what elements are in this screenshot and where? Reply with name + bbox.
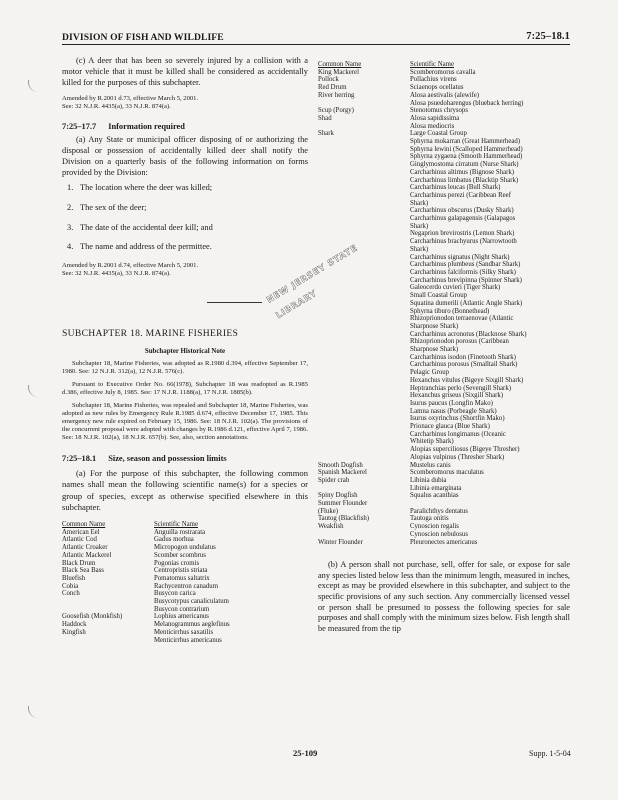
margin-mark [28, 385, 47, 397]
common-name-cell [318, 485, 410, 493]
scientific-name-cell: Menticirrhus americanus [154, 636, 222, 644]
table-row [62, 536, 230, 544]
common-name-cell [318, 531, 410, 539]
library-stamp-text: NEW JERSEY STATE LIBRARY [265, 243, 360, 322]
paragraph-b: (b) A person shall not purchase, sell, offer for sale, or expose for sale any species listed below less than the minimum length, measured in inches, except as may be provided elsewhere in this subchapter, and subject to the specific provisions of any such section. Any commercially licensed vessel or person shall be presumed to possess the following species for sale purposes and shall comply with the minimum sizes below. Fish length shall be measured from the tip [318, 560, 570, 633]
table-row [318, 84, 526, 92]
scientific-name-cell: Lophius americanus [154, 613, 209, 621]
common-name-cell [318, 346, 410, 354]
scientific-name-cell: Sphyrna tiburo (Bonnethead) [410, 307, 490, 315]
margin-mark [28, 706, 47, 718]
table-row [318, 223, 526, 231]
amendment-line: See: 32 N.J.R. 4435(a), 33 N.J.R. 874(a). [62, 270, 171, 278]
scientific-name-cell: Micropogon undulatus [154, 544, 216, 552]
table-row [318, 130, 526, 138]
table-row [318, 308, 526, 316]
common-name-cell [318, 415, 410, 423]
scientific-name-cell: Carcharhinus altimus (Bignose Shark) [410, 168, 515, 176]
scientific-name-cell: Busycotypus canaliculatum [154, 598, 229, 606]
common-name-cell: Winter Flounder [318, 538, 363, 546]
margin-mark [28, 80, 47, 92]
common-name-cell [62, 606, 154, 614]
common-name-cell [318, 338, 410, 346]
table-row [318, 161, 526, 169]
page-number: 25-109 [293, 748, 318, 758]
table-row [62, 583, 230, 591]
scientific-name-cell: Alosa aestivalis (alewife) [410, 91, 480, 99]
table-row [318, 107, 526, 115]
common-name-cell [318, 408, 410, 416]
common-name-cell [62, 637, 154, 645]
scientific-name-cell: Carcharhinus isodon (Finetooth Shark) [410, 353, 516, 361]
scientific-name-cell: Scomber scombrus [154, 551, 206, 559]
table-row [318, 431, 526, 439]
paragraph-c: (c) A deer that has been so severely injured by a collision with a motor vehicle that it must be killed shall be considered as accidentally killed for the purposes of this subchapter. [62, 56, 308, 87]
scientific-name-cell: Rhizoprionodon terraenovae (Atlantic [410, 315, 514, 323]
subchapter-title: SUBCHAPTER 18. MARINE FISHERIES [62, 328, 239, 340]
right-column [318, 61, 570, 634]
amendment-line: Amended by R.2001 d.74, effective March 5, 2001. [62, 262, 199, 270]
scientific-name-cell: Isurus oxyrinchus (Shortfin Mako) [410, 415, 505, 423]
table-header-row [62, 521, 230, 529]
scientific-name-cell: Negaprion brevirostris (Lemon Shark) [410, 230, 515, 238]
supplement-date: Supp. 1-5-04 [529, 749, 571, 758]
common-name-cell [318, 354, 410, 362]
common-name-cell [318, 146, 410, 154]
scientific-name-cell: Tautoga onitis [410, 515, 449, 523]
table-row [318, 392, 526, 400]
common-name-cell [62, 598, 154, 606]
table-row [318, 346, 526, 354]
list-item-number: 1. [67, 183, 74, 193]
common-name-cell [318, 369, 410, 377]
table-row [318, 415, 526, 423]
scientific-name-cell: Sphyrna mokarran (Great Hammerhead) [410, 138, 521, 146]
table-row [62, 621, 230, 629]
table-row [318, 138, 526, 146]
table-row [62, 560, 230, 568]
column-header-common: Common Name [62, 521, 106, 528]
common-name-cell: Tautog (Blackfish) [318, 515, 370, 523]
table-row [318, 354, 526, 362]
common-name-cell: Shark [318, 130, 334, 138]
table-row [318, 531, 526, 539]
scientific-name-cell: Galeocerdo cuvieri (Tiger Shark) [410, 284, 501, 292]
common-name-cell [318, 200, 410, 208]
table-row [318, 462, 526, 470]
common-name-cell: Red Drum [318, 84, 347, 92]
scientific-name-cell: Melanogrammus aeglefinus [154, 621, 230, 629]
section-number: 7:25–18.1 [62, 454, 97, 464]
scientific-name-cell: Alosa mediocris [410, 122, 455, 130]
scientific-name-cell: Carcharhinus falciformis (Silky Shark) [410, 268, 516, 276]
table-row [318, 485, 526, 493]
section-title: Size, season and possession limits [108, 454, 227, 464]
common-name-cell: Kingfish [62, 628, 86, 636]
scientific-name-cell: Anguilla rostrarata [154, 528, 206, 536]
scientific-name-cell: Rachycentron canadum [154, 582, 218, 590]
scientific-name-cell: Large Coastal Group [410, 130, 467, 138]
table-row [318, 385, 526, 393]
scientific-name-cell: Carcharhinus porosus (Smalltail Shark) [410, 361, 518, 369]
scientific-name-cell: Busycon carica [154, 590, 196, 598]
table-row [318, 477, 526, 485]
scientific-name-cell: Squalus acanthias [410, 492, 459, 500]
species-table-right [318, 61, 526, 546]
scientific-name-cell: Libinia emarginata [410, 484, 462, 492]
common-name-cell: Conch [62, 590, 80, 598]
scientific-name-cell: Pleuronectes americanus [410, 538, 478, 546]
table-row [318, 492, 526, 500]
header-section-number: 7:25–18.1 [526, 31, 570, 42]
info-list-item [62, 203, 308, 214]
left-column [62, 56, 308, 644]
scientific-name-cell: Rhizoprionodon porosus (Caribbean [410, 338, 509, 346]
table-row [318, 100, 526, 108]
table-row [318, 92, 526, 100]
scientific-name-cell: Pollachius virens [410, 76, 457, 84]
scientific-name-cell: Sphyrna zygaena (Smooth Hammerhead) [410, 153, 523, 161]
table-row [62, 613, 230, 621]
common-name-cell: King Mackerel [318, 68, 359, 76]
scientific-name-cell: Carcharhinus acronotus (Blacknose Shark) [410, 330, 527, 338]
table-row [62, 590, 230, 598]
common-name-cell [318, 169, 410, 177]
common-name-cell: Spider crab [318, 476, 350, 484]
list-item-number: 3. [67, 222, 74, 232]
paragraph-a: (a) Any State or municipal officer disposing of or authorizing the disposal or possession of accidentally killed deer shall notify the Division on a quarterly basis of the following information on forms provided by the Division: [62, 135, 308, 178]
common-name-cell: Bluefish [62, 574, 86, 582]
table-row [318, 400, 526, 408]
scientific-name-cell: Paralichthys dentatus [410, 507, 468, 515]
historical-note-3: Subchapter 18, Marine Fisheries, was repealed and Subchapter 18, Marine Fisheries, was adopted as new rules by Emergency Rule R.1985 d.674, effective December 17, 1985. This emergency new rule expired on February 15, 1986. See: 18 N.J.R. 102(a). The provisions of the concurrent proposal were adopted with changes by R.1986 d.121, effective April 7, 1986. See: 18 N.J.R. 102(a), 18 N.J.R. 657(b). See, also, section annotations. [62, 402, 308, 442]
historical-note-2: Pursuant to Executive Order No. 66(1978), Subchapter 18 was readopted as R.1985 d.386, effective July 8, 1985. See: 17 N.J.R. 1188(a), 17 N.J.R. 1885(b). [62, 380, 308, 396]
table-row [318, 323, 526, 331]
table-row [318, 515, 526, 523]
common-name-cell: Scup (Porgy) [318, 107, 354, 115]
common-name-cell [318, 423, 410, 431]
scientific-name-cell: Carcharhinus longimanus (Oceanic [410, 430, 506, 438]
common-name-cell [318, 100, 410, 108]
amendment-line: See: 32 N.J.R. 4435(a), 33 N.J.R. 874(a). [62, 102, 171, 110]
table-row [318, 539, 526, 547]
common-name-cell: Black Sea Bass [62, 567, 104, 575]
table-row [62, 567, 230, 575]
section-number: 7:25–17.7 [62, 121, 97, 131]
common-name-cell: Spiny Dogfish [318, 492, 358, 500]
scientific-name-cell: Stenotomus chrysops [410, 107, 468, 115]
common-name-cell [318, 153, 410, 161]
scientific-name-cell: Squatina dumerili (Atlantic Angle Shark) [410, 299, 523, 307]
scientific-name-cell: Menticirrhus saxatilis [154, 628, 214, 636]
table-row [62, 606, 230, 614]
scientific-name-cell: Sharpnose Shark) [410, 346, 459, 354]
scientific-name-cell: Heptranchias perlo (Sevengill Shark) [410, 384, 511, 392]
column-header-common: Common Name [318, 61, 362, 68]
table-row [318, 230, 526, 238]
common-name-cell [318, 361, 410, 369]
table-row [318, 146, 526, 154]
info-list-item [62, 183, 308, 194]
table-row [318, 331, 526, 339]
table-row [318, 76, 526, 84]
common-name-cell: Shad [318, 114, 332, 122]
scientific-name-cell: Sharpnose Shark) [410, 322, 459, 330]
info-list [62, 183, 308, 253]
running-header [62, 30, 570, 45]
table-row [318, 207, 526, 215]
table-row [318, 123, 526, 131]
table-row [62, 637, 230, 645]
scientific-name-cell: Alopias vulpinus (Thresher Shark) [410, 453, 505, 461]
table-row [318, 523, 526, 531]
list-item-text: The location where the deer was killed; [80, 183, 213, 193]
scientific-name-cell: Busycon contrarium [154, 605, 210, 613]
list-item-number: 4. [67, 242, 74, 252]
scientific-name-cell: Whitetip Shark) [410, 438, 454, 446]
amendment-note-1 [62, 95, 308, 111]
common-name-cell [318, 454, 410, 462]
table-row [318, 508, 526, 516]
scientific-name-cell: Pelagic Group [410, 369, 450, 377]
common-name-cell: Summer Flounder [318, 500, 368, 508]
scientific-name-cell: Cynoscion nebulosus [410, 530, 468, 538]
table-row [318, 469, 526, 477]
common-name-cell: Smooth Dogfish [318, 461, 363, 469]
table-row [62, 544, 230, 552]
scientific-name-cell: Shark) [410, 199, 429, 207]
scientific-name-cell: Isurus paucus (Longfin Mako) [410, 399, 493, 407]
scientific-name-cell: Mustelus canis [410, 461, 451, 469]
scientific-name-cell: Sciaenops ocellatus [410, 84, 464, 92]
info-list-item [62, 223, 308, 234]
table-row [318, 192, 526, 200]
table-row [318, 338, 526, 346]
table-row [318, 369, 526, 377]
scientific-name-cell: Carcharhinus plumbeus (Sandbar Shark) [410, 261, 521, 269]
scientific-name-cell: Shark) [410, 222, 429, 230]
table-row [318, 69, 526, 77]
scientific-name-cell: Carcharhinus signatus (Night Shark) [410, 253, 510, 261]
common-name-cell [318, 138, 410, 146]
scientific-name-cell: Pogonias cromis [154, 559, 200, 567]
scientific-name-cell: Hexanchus griseus (Sixgill Shark) [410, 392, 504, 400]
table-row [318, 446, 526, 454]
common-name-cell [318, 446, 410, 454]
list-item-text: The name and address of the permittee. [80, 242, 212, 252]
scientific-name-cell: Carcharhinus brevipinna (Spinner Shark) [410, 276, 522, 284]
column-header-scientific: Scientific Name [154, 521, 198, 528]
table-row [318, 177, 526, 185]
table-row [318, 200, 526, 208]
table-row [318, 423, 526, 431]
common-name-cell: Black Drum [62, 559, 96, 567]
table-row [318, 153, 526, 161]
table-row [62, 575, 230, 583]
scientific-name-cell: Scomberomorus cavalla [410, 68, 476, 76]
scientific-name-cell: Carcharhinus galapagensis (Galapagos [410, 215, 516, 223]
table-row [318, 169, 526, 177]
scientific-name-cell: Carcharhinus obscurus (Dusky Shark) [410, 207, 514, 215]
scientific-name-cell: Centropristis striata [154, 567, 208, 575]
scientific-name-cell: Sphyrna lewini (Scalloped Hammerhead) [410, 145, 523, 153]
scientific-name-cell: Carcharhinus brachyurus (Narrowtooth [410, 238, 517, 246]
table-row [318, 300, 526, 308]
table-row [62, 629, 230, 637]
historical-note-1: Subchapter 18, Marine Fisheries, was adopted as R.1980 d.394, effective September 17, 1980. See: 12 N.J.R. 312(a), 12 N.J.R. 576(c). [62, 359, 308, 375]
paragraph-a-definitions: (a) For the purpose of this subchapter, the following common names shall mean the following scientific name(s) for a species or group of species, except as otherwise specified elsewhere in this subchapter. [62, 468, 308, 512]
common-name-cell [318, 123, 410, 131]
section-title: Information required [108, 121, 185, 131]
table-row [62, 598, 230, 606]
info-list-item [62, 242, 308, 253]
scientific-name-cell: Alopias superciliosus (Bigeye Thresher) [410, 446, 520, 454]
scientific-name-cell: Cynoscion regalis [410, 523, 459, 531]
common-name-cell [318, 192, 410, 200]
table-row [318, 215, 526, 223]
scientific-name-cell [410, 500, 526, 508]
scientific-name-cell: Prionace glauca (Blue Shark) [410, 423, 490, 431]
table-row [318, 500, 526, 508]
list-item-text: The sex of the deer; [80, 202, 147, 212]
common-name-cell [318, 385, 410, 393]
table-row [318, 184, 526, 192]
common-name-cell [318, 323, 410, 331]
scientific-name-cell: Gadus morhua [154, 536, 194, 544]
scientific-name-cell: Shark) [410, 245, 429, 253]
scientific-name-cell: Carcharhinus limbatus (Blacktip Shark) [410, 176, 519, 184]
section-divider [207, 302, 262, 303]
common-name-cell: Spanish Mackerel [318, 469, 367, 477]
scientific-name-cell: Carcharhinus perezi (Caribbean Reef [410, 191, 511, 199]
scientific-name-cell: Scomberomorus maculatus [410, 469, 484, 477]
historical-note-heading: Subchapter Historical Note [144, 347, 226, 355]
scientific-name-cell: Hexanchus vitulus (Bigeye Sixgill Shark) [410, 376, 524, 384]
common-name-cell [318, 184, 410, 192]
header-division: DIVISION OF FISH AND WILDLIFE [62, 32, 224, 43]
table-row [318, 361, 526, 369]
common-name-cell: Atlantic Croaker [62, 544, 108, 552]
scientific-name-cell: Lamna nasus (Porbeagle Shark) [410, 407, 497, 415]
table-row [318, 454, 526, 462]
table-row [318, 115, 526, 123]
common-name-cell [318, 331, 410, 339]
scientific-name-cell: Pomatomus saltatrix [154, 574, 210, 582]
table-row [318, 408, 526, 416]
section-heading-17-7 [62, 122, 308, 133]
column-header-scientific: Scientific Name [410, 61, 454, 68]
common-name-cell [318, 177, 410, 185]
scientific-name-cell: Small Coastal Group [410, 292, 468, 300]
list-item-text: The date of the accidental deer kill; and [80, 222, 213, 232]
scientific-name-cell: Ginglymostoma cirratum (Nurse Shark) [410, 161, 519, 169]
common-name-cell: Cobia [62, 582, 79, 590]
common-name-cell: Atlantic Cod [62, 536, 97, 544]
common-name-cell [318, 438, 410, 446]
common-name-cell: Goosefish (Monkfish) [62, 613, 123, 621]
common-name-cell: (Fluke) [318, 507, 339, 515]
scientific-name-cell: Alosa sapidissima [410, 114, 460, 122]
common-name-cell [318, 315, 410, 323]
table-row [318, 315, 526, 323]
common-name-cell [318, 377, 410, 385]
scientific-name-cell: Alosa psuedoharengus (blueback herring) [410, 99, 524, 107]
species-table-left [62, 521, 230, 644]
list-item-number: 2. [67, 202, 74, 212]
common-name-cell: Pollock [318, 76, 339, 84]
common-name-cell: American Eel [62, 528, 100, 536]
common-name-cell [318, 400, 410, 408]
common-name-cell: Weakfish [318, 523, 344, 531]
table-row [62, 529, 230, 537]
table-row [318, 377, 526, 385]
common-name-cell [318, 161, 410, 169]
section-heading-18-1 [62, 454, 308, 465]
table-row [318, 438, 526, 446]
amendment-note-2 [62, 262, 308, 278]
common-name-cell: Haddock [62, 621, 87, 629]
common-name-cell [318, 215, 410, 223]
table-header-row [318, 61, 526, 69]
scientific-name-cell: Libinia dubia [410, 476, 447, 484]
scientific-name-cell: Carcharhinus leucas (Bull Shark) [410, 184, 501, 192]
common-name-cell [318, 392, 410, 400]
common-name-cell [318, 207, 410, 215]
amendment-line: Amended by R.2001 d.73, effective March 5, 2001. [62, 94, 199, 102]
common-name-cell: River herring [318, 91, 355, 99]
table-row [62, 552, 230, 560]
common-name-cell [318, 431, 410, 439]
common-name-cell: Atlantic Mackerel [62, 551, 112, 559]
